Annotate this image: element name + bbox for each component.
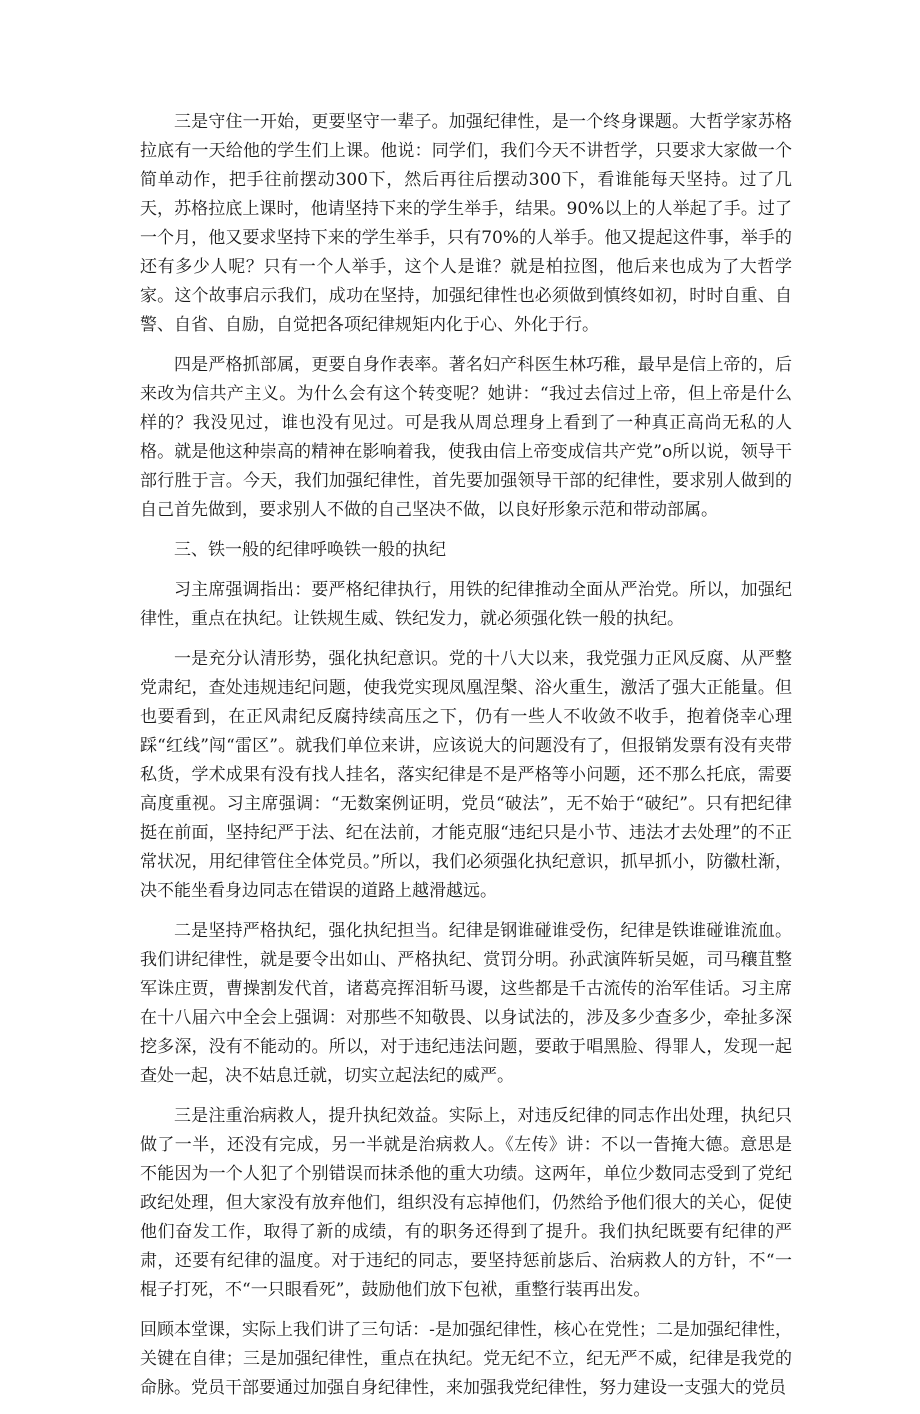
document-page	[140, 108, 792, 1414]
paragraph-cure-and-save: 三是注重治病救人，提升执纪效益。实际上，对违反纪律的同志作出处理，执纪只做了一半，还没有完成，另一半就是治病救人。《左传》讲：不以一眚掩大德。意思是不能因为一个人犯了个别错误而抹杀他的重大功绩。这两年，单位少数同志受到了党纪政纪处理，但大家没有放弃他们，组织没有忘掉他们，仍然给予他们很大的关心，促使他们奋发工作，取得了新的成绩，有的职务还得到了提升。我们执纪既要有纪律的严肃，还要有纪律的温度。对于违纪的同志，要坚持惩前毖后、治病救人的方针，不“一棍子打死，不“一只眼看死”，鼓励他们放下包袱，重整行装再出发。	[140, 1106, 792, 1300]
paragraph-recognize-situation: 一是充分认清形势，强化执纪意识。党的十八大以来，我党强力正风反腐、从严整党肃纪，查处违规违纪问题，使我党实现凤凰涅槃、浴火重生，激活了强大正能量。但也要看到，在正风肃纪反腐持续高压之下，仍有一些人不收敛不收手，抱着侥幸心理踩“红线”闯“雷区”。就我们单位来讲，应该说大的问题没有了，但报销发票有没有夹带私货，学术成果有没有找人挂名，落实纪律是不是严格等小问题，还不那么托底，需要高度重视。习主席强调：“无数案例证明，党员“破法”，无不始于“破纪”。只有把纪律挺在前面，坚持纪严于法、纪在法前，才能克服“违纪只是小节、违法才去处理”的不正常状况，用纪律管住全体党员。”所以，我们必须强化执纪意识，抓早抓小，防徽杜渐，决不能坐看身边同志在错误的道路上越滑越远。	[140, 649, 792, 901]
paragraph-persistence: 三是守住一开始，更要坚守一辈子。加强纪律性，是一个终身课题。大哲学家苏格拉底有一天给他的学生们上课。他说：同学们，我们今天不讲哲学，只要求大家做一个简单动作，把手往前摆动300下，然后再往后摆动300下，看谁能每天坚持。过了几天，苏格拉底上课时，他请坚持下来的学生举手，结果。90%以上的人举起了手。过了一个月，他又要求坚持下来的学生举手，只有70%的人举手。他又提起这件事，举手的还有多少人呢？只有一个人举手，这个人是谁？就是柏拉图，他后来也成为了大哲学家。这个故事启示我们，成功在坚持，加强纪律性也必须做到慎终如初，时时自重、自警、自省、自励，自觉把各项纪律规矩内化于心、外化于行。	[140, 112, 792, 335]
section-heading-3: 三、铁一般的纪律呼唤铁一般的执纪	[174, 540, 446, 560]
paragraph-review: 回顾本堂课，实际上我们讲了三句话：-是加强纪律性，核心在党性；二是加强纪律性，关键在自律；三是加强纪律性，重点在执纪。党无纪不立，纪无严不威，纪律是我党的命脉。党员干部要通过加强自身纪律性，来加强我党纪律性，努力建设一支强大的党员	[140, 1320, 792, 1398]
paragraph-lead-by-example: 四是严格抓部属，更要自身作表率。著名妇产科医生林巧稚，最早是信上帝的，后来改为信共产主义。为什么会有这个转变呢？她讲：“我过去信过上帝，但上帝是什么样的？我没见过，谁也没有见过。可是我从周总理身上看到了一种真正高尚无私的人格。就是他这种崇高的精神在影响着我，使我由信上帝变成信共产党”o所以说，领导干部行胜于言。今天，我们加强纪律性，首先要加强领导干部的纪律性，要求别人做到的自己首先做到，要求别人不做的自己坚决不做，以良好形象示范和带动部属。	[140, 355, 792, 520]
paragraph-discipline-enforcement: 习主席强调指出：要严格纪律执行，用铁的纪律推动全面从严治党。所以，加强纪律性，重点在执纪。让铁规生威、铁纪发力，就必须强化铁一般的执纪。	[140, 580, 792, 629]
paragraph-strict-enforcement: 二是坚持严格执纪，强化执纪担当。纪律是钢谁碰谁受伤，纪律是铁谁碰谁流血。我们讲纪律性，就是要令出如山、严格执纪、赏罚分明。孙武演阵斩吴姬，司马穰苴整军诛庄贾，曹操割发代首，诸葛亮挥泪斩马谡，这些都是千古流传的治军佳话。习主席在十八届六中全会上强调：对那些不知敬畏、以身试法的，涉及多少查多少，牵扯多深挖多深，没有不能动的。所以，对于违纪违法问题，要敢于唱黑脸、得罪人，发现一起查处一起，决不姑息迁就，切实立起法纪的威严。	[140, 921, 792, 1086]
